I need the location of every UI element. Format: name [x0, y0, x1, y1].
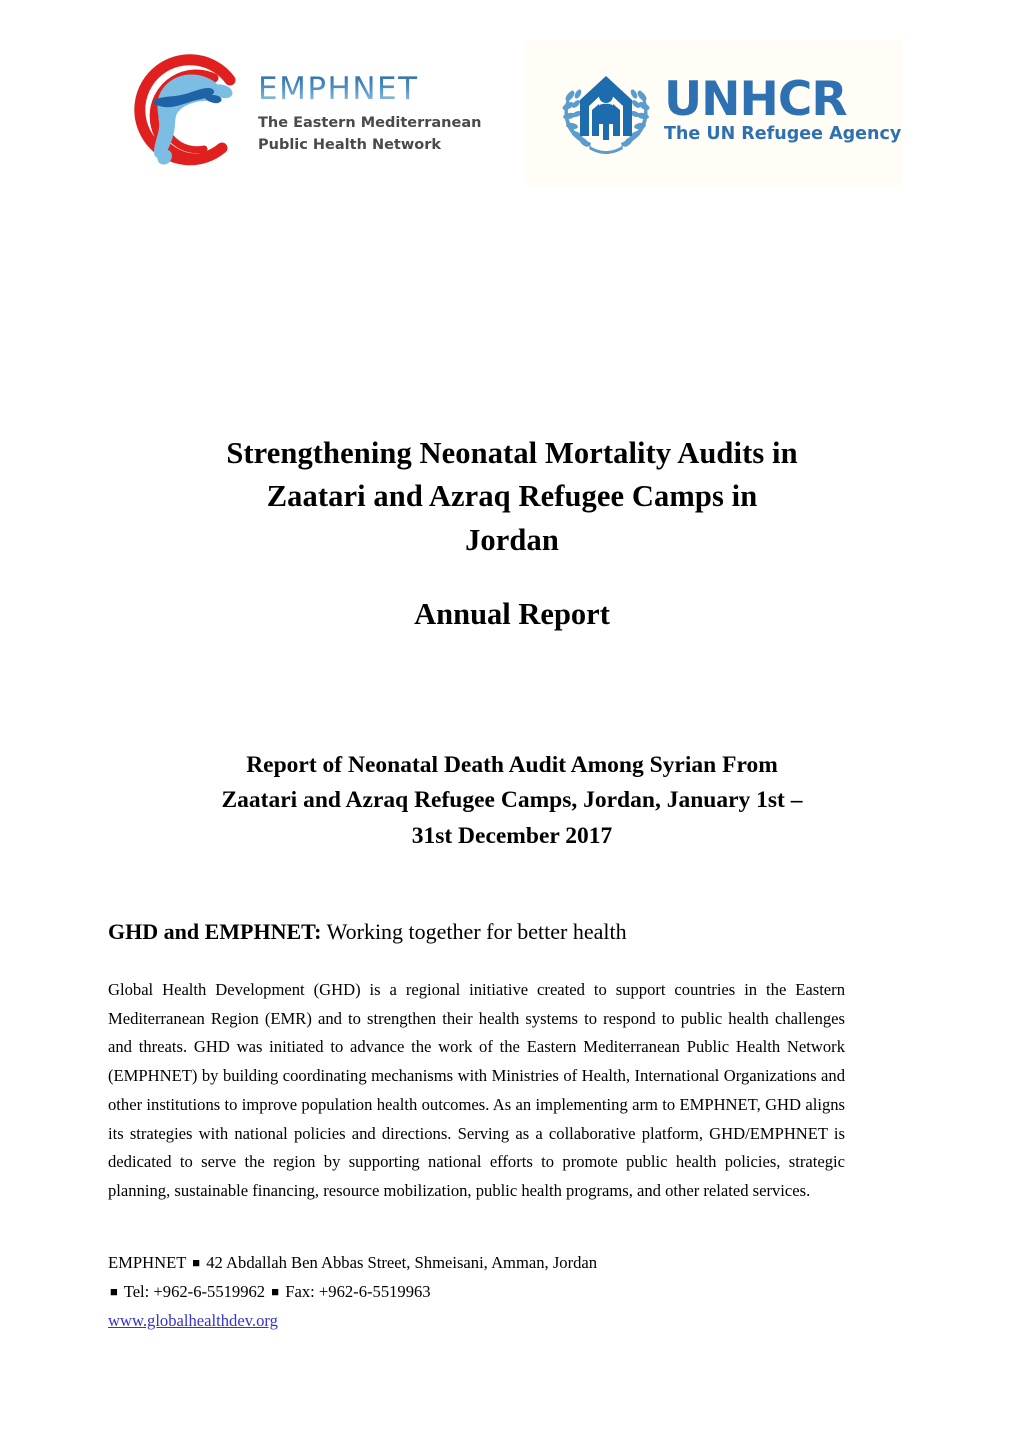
unhcr-logo — [525, 40, 902, 186]
contact-block — [108, 1249, 845, 1336]
contact-website-line — [108, 1307, 845, 1336]
emphnet-tagline-line2: Public Health Network — [258, 137, 441, 154]
contact-address: 42 Abdallah Ben Abbas Street, Shmeisani, Amman, Jordan — [206, 1253, 598, 1272]
emphnet-tagline-line1: The Eastern Mediterranean — [258, 115, 482, 131]
contact-fax: Fax: +962-6-5519963 — [285, 1281, 431, 1301]
logo-band — [0, 0, 1024, 200]
report-subtitle-line-1: Report of Neonatal Death Audit Among Syrian From — [246, 752, 778, 778]
about-paragraph: Global Health Development (GHD) is a regional initiative created to support countries in the Eastern Mediterranean Region (EMR) and to strengthen their health systems to respond to public health challenges and threats. GHD was initiated to advance the work of the Eastern Mediterranean Public Health Network (EMPHNET) by building coordinating mechanisms with Ministries of Health, International Organizations and other institutions to improve population health outcomes. As an implementing arm to EMPHNET, GHD aligns its strategies with national policies and directions. Serving as a collaborative platform, GHD/EMPHNET is dedicated to serve the region by supporting national efforts to promote public health policies, strategic planning, sustainable financing, resource mobilization, public health programs, and other related services. — [108, 980, 845, 1200]
contact-phone-line — [108, 1278, 845, 1307]
report-subtitle-line-3: 31st December 2017 — [411, 822, 613, 849]
page-title — [162, 432, 862, 562]
unhcr-text-block — [664, 72, 902, 148]
square-bullet-icon: ■ — [110, 1283, 118, 1299]
unhcr-wordmark: UNHCR — [664, 72, 847, 128]
page-title-line-1: Strengthening Neonatal Mortality Audits in — [226, 436, 798, 470]
section-heading-plain: Working together for better health — [321, 919, 627, 944]
website-link[interactable]: www.globalhealthdev.org — [108, 1310, 278, 1330]
emphnet-text-block — [258, 52, 481, 157]
square-bullet-icon: ■ — [271, 1283, 280, 1299]
unhcr-sheltered-person-laurel-icon — [558, 70, 654, 156]
emphnet-wordmark: EMPHNET — [258, 74, 481, 105]
report-subtitle-line-2: Zaatari and Azraq Refugee Camps, Jordan, January 1st – — [221, 787, 803, 814]
report-type-heading: Annual Report — [414, 597, 610, 631]
globe-swirl-icon — [118, 52, 246, 180]
unhcr-tagline: The UN Refugee Agency — [664, 124, 902, 145]
contact-org: EMPHNET — [108, 1253, 187, 1272]
contact-tel: Tel: +962-6-5519962 — [123, 1281, 266, 1301]
square-bullet-icon: ■ — [192, 1255, 201, 1270]
emphnet-logo — [118, 52, 518, 187]
page-title-line-2: Zaatari and Azraq Refugee Camps in — [266, 479, 758, 514]
contact-address-line — [108, 1249, 845, 1278]
section-heading-bold: GHD and EMPHNET: — [108, 919, 322, 944]
page-title-line-3: Jordan — [465, 522, 559, 557]
report-subtitle — [140, 748, 884, 854]
section-heading — [108, 918, 848, 947]
